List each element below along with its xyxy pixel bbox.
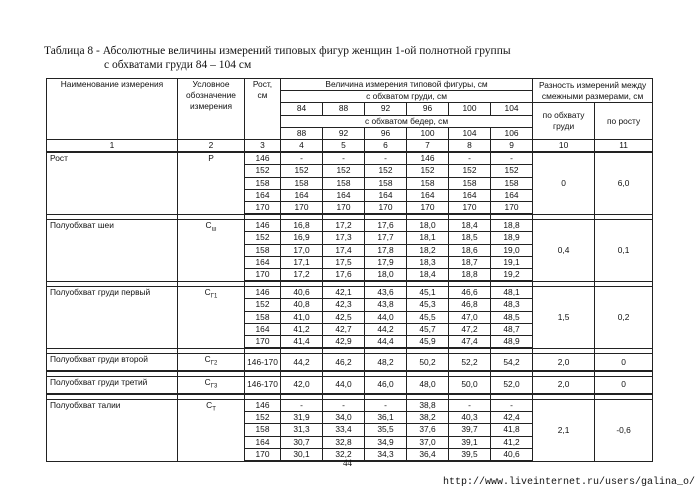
height-value: 146 bbox=[245, 152, 281, 165]
measurement-value: - bbox=[281, 400, 323, 412]
height-value: 164 bbox=[245, 436, 281, 448]
measurement-value: 50,0 bbox=[449, 377, 491, 394]
measurements-table bbox=[46, 78, 653, 462]
measurement-value: 38,8 bbox=[407, 400, 449, 412]
diff-chest-value: 2,0 bbox=[533, 354, 595, 371]
hip-size-5: 106 bbox=[491, 127, 533, 139]
height-value: 164 bbox=[245, 189, 281, 201]
measurement-value: 18,5 bbox=[449, 232, 491, 244]
table-row bbox=[47, 287, 653, 299]
source-url: http://www.liveinternet.ru/users/galina_o/ bbox=[442, 477, 695, 488]
header-chest: с обхватом груди, см bbox=[281, 91, 533, 103]
hip-size-0: 88 bbox=[281, 127, 323, 139]
height-value: 146-170 bbox=[245, 377, 281, 394]
diff-chest-value: 0,4 bbox=[533, 220, 595, 282]
measurement-value: 158 bbox=[323, 177, 365, 189]
measurement-value: 170 bbox=[281, 202, 323, 215]
measurement-symbol: $С_{Г1}$ bbox=[178, 287, 245, 349]
hip-size-3: 100 bbox=[407, 127, 449, 139]
table-row bbox=[47, 152, 653, 165]
measurement-value: 158 bbox=[281, 177, 323, 189]
measurement-value: 158 bbox=[449, 177, 491, 189]
measurement-value: 17,2 bbox=[281, 269, 323, 282]
header-diff-height: по росту bbox=[595, 103, 653, 140]
measurement-value: 17,3 bbox=[323, 232, 365, 244]
table-row bbox=[47, 220, 653, 232]
measurement-value: 40,3 bbox=[449, 412, 491, 424]
measurement-value: 50,2 bbox=[407, 354, 449, 371]
measurement-value: 46,6 bbox=[449, 287, 491, 299]
hip-size-2: 96 bbox=[365, 127, 407, 139]
measurement-value: 18,9 bbox=[491, 232, 533, 244]
measurement-value: 44,0 bbox=[323, 377, 365, 394]
measurement-value: 18,0 bbox=[407, 220, 449, 232]
measurement-value: 152 bbox=[491, 165, 533, 177]
measurement-value: 44,2 bbox=[281, 354, 323, 371]
measurement-symbol: Р bbox=[178, 152, 245, 214]
height-value: 170 bbox=[245, 448, 281, 461]
measurement-value: 42,5 bbox=[323, 311, 365, 323]
measurement-value: 48,9 bbox=[491, 336, 533, 349]
table-caption bbox=[44, 44, 644, 72]
measurement-value: 43,8 bbox=[365, 299, 407, 311]
measurement-value: 42,0 bbox=[281, 377, 323, 394]
measurement-value: 164 bbox=[491, 189, 533, 201]
measurement-value: 48,3 bbox=[491, 299, 533, 311]
measurement-value: 17,7 bbox=[365, 232, 407, 244]
chest-size-3: 96 bbox=[407, 103, 449, 115]
measurement-value: 32,2 bbox=[323, 448, 365, 461]
measurement-value: 30,1 bbox=[281, 448, 323, 461]
caption-line-1: Таблица 8 - Абсолютные величины измерений типовых фигур женщин 1-ой полнотной группы bbox=[44, 45, 511, 57]
measurement-value: 34,9 bbox=[365, 436, 407, 448]
measurement-value: 152 bbox=[323, 165, 365, 177]
measurement-value: - bbox=[449, 152, 491, 165]
measurement-value: 52,0 bbox=[491, 377, 533, 394]
measurement-value: 42,7 bbox=[323, 323, 365, 335]
measurement-symbol: $С_Т$ bbox=[178, 400, 245, 462]
measurement-value: 32,8 bbox=[323, 436, 365, 448]
diff-chest-value: 2,0 bbox=[533, 377, 595, 394]
measurement-value: 39,1 bbox=[449, 436, 491, 448]
measurement-value: 164 bbox=[281, 189, 323, 201]
height-value: 146 bbox=[245, 287, 281, 299]
measurement-value: 46,0 bbox=[365, 377, 407, 394]
measurement-name: Полуобхват шеи bbox=[47, 220, 178, 282]
diff-chest-value: 0 bbox=[533, 152, 595, 214]
measurement-value: 42,9 bbox=[323, 336, 365, 349]
chest-size-1: 88 bbox=[323, 103, 365, 115]
measurement-value: - bbox=[491, 400, 533, 412]
measurement-value: 31,3 bbox=[281, 424, 323, 436]
column-number-2: 2 bbox=[178, 140, 245, 153]
table-row bbox=[47, 400, 653, 412]
measurement-value: 44,2 bbox=[365, 323, 407, 335]
table-row bbox=[47, 377, 653, 394]
measurement-value: 48,2 bbox=[365, 354, 407, 371]
measurement-value: 48,0 bbox=[407, 377, 449, 394]
header-diff-chest: по обхвату груди bbox=[533, 103, 595, 140]
measurement-value: 48,1 bbox=[491, 287, 533, 299]
column-number-10: 10 bbox=[533, 140, 595, 153]
diff-height-value: -0,6 bbox=[595, 400, 653, 462]
column-number-11: 11 bbox=[595, 140, 653, 153]
height-value: 146 bbox=[245, 220, 281, 232]
measurement-value: 164 bbox=[365, 189, 407, 201]
measurement-value: 18,4 bbox=[407, 269, 449, 282]
measurement-name: Полуобхват талии bbox=[47, 400, 178, 462]
measurement-value: 18,8 bbox=[491, 220, 533, 232]
measurement-value: 170 bbox=[365, 202, 407, 215]
measurement-value: 16,8 bbox=[281, 220, 323, 232]
height-value: 152 bbox=[245, 299, 281, 311]
measurement-symbol: $С_ш$ bbox=[178, 220, 245, 282]
measurement-value: 152 bbox=[365, 165, 407, 177]
measurement-value: 46,8 bbox=[449, 299, 491, 311]
measurement-value: 158 bbox=[491, 177, 533, 189]
height-value: 164 bbox=[245, 256, 281, 268]
header-symbol: Условное обозначение измерения bbox=[178, 79, 245, 140]
measurement-value: 39,7 bbox=[449, 424, 491, 436]
measurement-value: 17,4 bbox=[323, 244, 365, 256]
measurement-value: - bbox=[323, 152, 365, 165]
measurement-value: 164 bbox=[407, 189, 449, 201]
measurement-value: 18,1 bbox=[407, 232, 449, 244]
height-value: 170 bbox=[245, 269, 281, 282]
height-value: 152 bbox=[245, 232, 281, 244]
measurement-value: 170 bbox=[407, 202, 449, 215]
measurement-value: 152 bbox=[281, 165, 323, 177]
height-value: 158 bbox=[245, 244, 281, 256]
measurement-value: 40,8 bbox=[281, 299, 323, 311]
chest-size-4: 100 bbox=[449, 103, 491, 115]
chest-size-5: 104 bbox=[491, 103, 533, 115]
measurement-name: Рост bbox=[47, 152, 178, 214]
measurement-value: 42,4 bbox=[491, 412, 533, 424]
measurement-value: 152 bbox=[449, 165, 491, 177]
measurement-value: 19,2 bbox=[491, 269, 533, 282]
measurement-value: 152 bbox=[407, 165, 449, 177]
measurement-value: 41,8 bbox=[491, 424, 533, 436]
measurement-value: 17,6 bbox=[365, 220, 407, 232]
measurement-value: 42,1 bbox=[323, 287, 365, 299]
diff-height-value: 0 bbox=[595, 354, 653, 371]
header-height: Рост, см bbox=[245, 79, 281, 140]
measurement-value: 18,0 bbox=[365, 269, 407, 282]
measurement-value: 41,4 bbox=[281, 336, 323, 349]
measurement-value: 146 bbox=[407, 152, 449, 165]
measurement-value: 48,7 bbox=[491, 323, 533, 335]
measurement-value: 46,2 bbox=[323, 354, 365, 371]
measurement-value: 44,0 bbox=[365, 311, 407, 323]
header-value: Величина измерения типовой фигуры, см bbox=[281, 79, 533, 91]
height-value: 158 bbox=[245, 311, 281, 323]
measurement-value: 36,4 bbox=[407, 448, 449, 461]
measurement-value: 17,0 bbox=[281, 244, 323, 256]
measurement-value: 47,0 bbox=[449, 311, 491, 323]
hip-size-4: 104 bbox=[449, 127, 491, 139]
measurement-value: 30,7 bbox=[281, 436, 323, 448]
diff-chest-value: 1,5 bbox=[533, 287, 595, 349]
measurement-value: 158 bbox=[407, 177, 449, 189]
chest-size-2: 92 bbox=[365, 103, 407, 115]
measurement-value: 19,0 bbox=[491, 244, 533, 256]
measurement-value: - bbox=[281, 152, 323, 165]
column-number-9: 9 bbox=[491, 140, 533, 153]
measurement-value: 17,1 bbox=[281, 256, 323, 268]
column-number-1: 1 bbox=[47, 140, 178, 153]
chest-size-0: 84 bbox=[281, 103, 323, 115]
measurement-value: - bbox=[491, 152, 533, 165]
measurement-value: 17,6 bbox=[323, 269, 365, 282]
measurement-value: 170 bbox=[323, 202, 365, 215]
measurement-value: 45,1 bbox=[407, 287, 449, 299]
diff-height-value: 0,1 bbox=[595, 220, 653, 282]
measurement-value: 17,2 bbox=[323, 220, 365, 232]
measurement-value: 45,9 bbox=[407, 336, 449, 349]
measurement-value: 37,6 bbox=[407, 424, 449, 436]
header-name: Наименование измерения bbox=[47, 79, 178, 140]
diff-height-value: 0 bbox=[595, 377, 653, 394]
height-value: 146 bbox=[245, 400, 281, 412]
measurement-value: 41,2 bbox=[281, 323, 323, 335]
height-value: 158 bbox=[245, 424, 281, 436]
column-numbers-row bbox=[47, 140, 653, 153]
measurement-value: 170 bbox=[449, 202, 491, 215]
measurement-value: 164 bbox=[449, 189, 491, 201]
measurement-value: 17,8 bbox=[365, 244, 407, 256]
measurement-value: 42,3 bbox=[323, 299, 365, 311]
table-row bbox=[47, 354, 653, 371]
measurement-value: 18,3 bbox=[407, 256, 449, 268]
measurement-value: 19,1 bbox=[491, 256, 533, 268]
measurement-value: 39,5 bbox=[449, 448, 491, 461]
measurement-value: - bbox=[365, 152, 407, 165]
measurement-value: 40,6 bbox=[491, 448, 533, 461]
measurement-value: 52,2 bbox=[449, 354, 491, 371]
height-value: 152 bbox=[245, 412, 281, 424]
measurement-value: 34,0 bbox=[323, 412, 365, 424]
measurement-value: 33,4 bbox=[323, 424, 365, 436]
measurement-value: 44,4 bbox=[365, 336, 407, 349]
measurement-value: 18,4 bbox=[449, 220, 491, 232]
column-number-3: 3 bbox=[245, 140, 281, 153]
measurement-value: - bbox=[449, 400, 491, 412]
measurement-value: 41,2 bbox=[491, 436, 533, 448]
measurement-value: 45,5 bbox=[407, 311, 449, 323]
measurement-value: 35,5 bbox=[365, 424, 407, 436]
measurement-symbol: $С_{Г3}$ bbox=[178, 377, 245, 394]
height-value: 164 bbox=[245, 323, 281, 335]
measurement-value: - bbox=[323, 400, 365, 412]
measurement-value: 38,2 bbox=[407, 412, 449, 424]
measurement-value: 47,2 bbox=[449, 323, 491, 335]
measurement-value: 48,5 bbox=[491, 311, 533, 323]
measurement-value: 34,3 bbox=[365, 448, 407, 461]
column-number-4: 4 bbox=[281, 140, 323, 153]
diff-height-value: 6,0 bbox=[595, 152, 653, 214]
measurement-value: 36,1 bbox=[365, 412, 407, 424]
height-value: 170 bbox=[245, 336, 281, 349]
measurement-name: Полуобхват груди третий bbox=[47, 377, 178, 394]
measurement-value: 31,9 bbox=[281, 412, 323, 424]
diff-height-value: 0,2 bbox=[595, 287, 653, 349]
height-value: 170 bbox=[245, 202, 281, 215]
measurement-value: 45,3 bbox=[407, 299, 449, 311]
measurement-value: 18,7 bbox=[449, 256, 491, 268]
measurement-value: 54,2 bbox=[491, 354, 533, 371]
measurement-value: 37,0 bbox=[407, 436, 449, 448]
height-value: 146-170 bbox=[245, 354, 281, 371]
measurement-value: 18,8 bbox=[449, 269, 491, 282]
measurement-value: 40,6 bbox=[281, 287, 323, 299]
measurement-value: 18,2 bbox=[407, 244, 449, 256]
measurement-value: 45,7 bbox=[407, 323, 449, 335]
measurement-symbol: $С_{Г2}$ bbox=[178, 354, 245, 371]
measurement-value: 18,6 bbox=[449, 244, 491, 256]
measurement-value: 47,4 bbox=[449, 336, 491, 349]
header-diff: Разность измерений между смежными размерами, см bbox=[533, 79, 653, 103]
column-number-6: 6 bbox=[365, 140, 407, 153]
header-hip: с обхватом бедер, см bbox=[281, 115, 533, 127]
measurement-value: 164 bbox=[323, 189, 365, 201]
measurement-value: 170 bbox=[491, 202, 533, 215]
column-number-5: 5 bbox=[323, 140, 365, 153]
measurement-name: Полуобхват груди второй bbox=[47, 354, 178, 371]
measurement-value: 43,6 bbox=[365, 287, 407, 299]
hip-size-1: 92 bbox=[323, 127, 365, 139]
height-value: 152 bbox=[245, 165, 281, 177]
column-number-8: 8 bbox=[449, 140, 491, 153]
measurement-value: 158 bbox=[365, 177, 407, 189]
measurement-value: 41,0 bbox=[281, 311, 323, 323]
height-value: 158 bbox=[245, 177, 281, 189]
measurement-value: - bbox=[365, 400, 407, 412]
diff-chest-value: 2,1 bbox=[533, 400, 595, 462]
measurement-name: Полуобхват груди первый bbox=[47, 287, 178, 349]
page-number: 44 bbox=[343, 458, 352, 468]
caption-line-2: с обхватами груди 84 – 104 см bbox=[104, 59, 252, 71]
measurement-value: 17,5 bbox=[323, 256, 365, 268]
measurement-value: 16,9 bbox=[281, 232, 323, 244]
measurement-value: 17,9 bbox=[365, 256, 407, 268]
column-number-7: 7 bbox=[407, 140, 449, 153]
